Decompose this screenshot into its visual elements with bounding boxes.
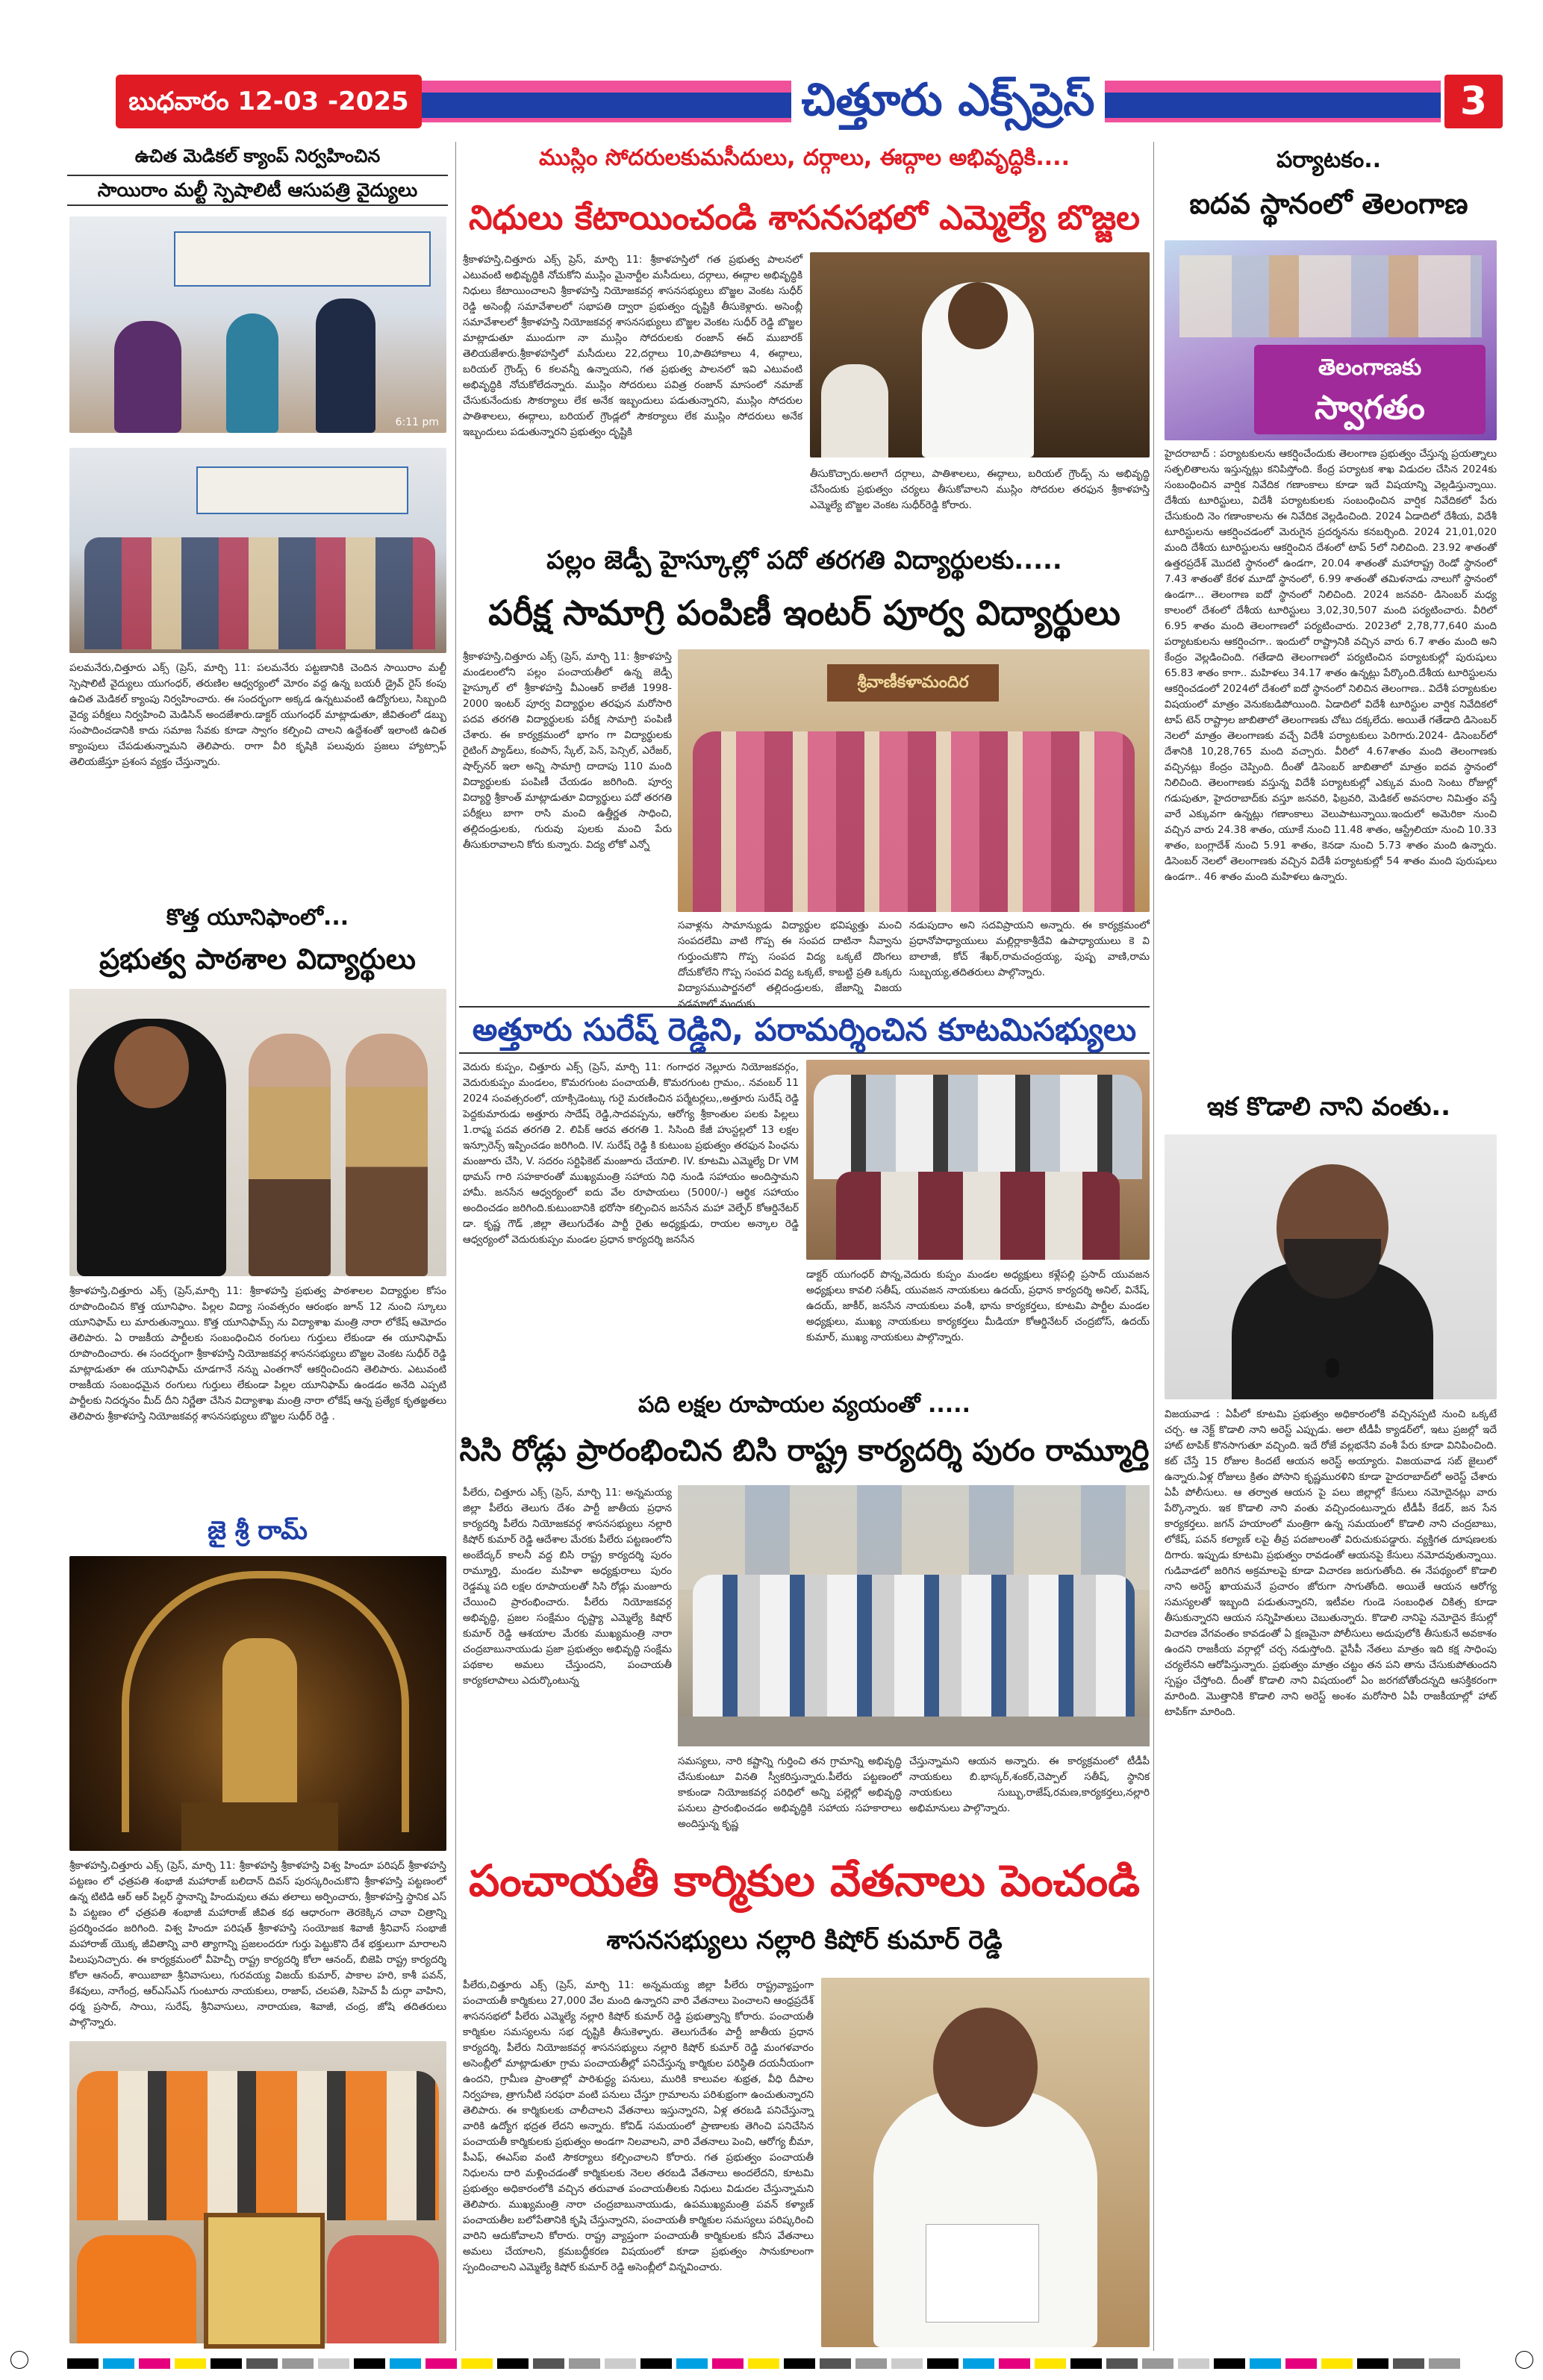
reg-color-bar — [497, 2358, 529, 2369]
date-box: బుధవారం 12-03 -2025 — [116, 75, 422, 128]
tourism-photo — [1165, 240, 1497, 440]
seated-family — [836, 1172, 1120, 1260]
reg-color-bar — [1214, 2358, 1245, 2369]
reg-bar-row — [67, 2358, 1478, 2369]
bojjala-photo — [810, 252, 1150, 457]
reg-color-bar — [855, 2358, 887, 2369]
person-standing — [316, 299, 375, 433]
crowd — [693, 1575, 1135, 1724]
masthead-blue-bar-left — [422, 93, 799, 118]
uniform-body: శ్రీకాళహస్తి,చిత్తూరు ఎక్స్ (ప్రెస్,మార్చి 11: శ్రీకాళహస్తి ప్రభుత్వ పాఠశాలల విద్యార్థుల కోసం రూపొందించిన కొత్త యూనిఫాం. పిల్లల విద్యా సంవత్సరం ఆరంభం జూన్ 12 నుంచి స్కూలు యూనిఫామ్ లు మారుతున్నాయి. కొత్త యూనిఫామ్స్ ను విద్యాశాఖ మంత్రి నారా లోకేష్ ఆమోదం తెలిపారు. ఏ రాజకీయ పార్టీలకు సంబంధించిన రంగులు గుర్తులు లేకుండా ఈ యూనిఫామ్ రూపొందించారు. ఈ సందర్భంగా శ్రీకాళహస్తి నియోజకవర్గ శాసనసభ్యులు బొజ్జల వెంకట సుధీర్ రెడ్డి మాట్లాడుతూ ఈ యూనిఫామ్ చూడగానే నన్ను ఎంతగానో ఆకర్షించిందని తెలిపారు. ఎటువంటి రాజకీయ సంబంధమైన రంగులు గుర్తులు లేకుండా పిల్లల యూనిఫామ్ ఉండడం అనేది ఎప్పటి పార్టీలకు నిదర్శనం మీద్ దీని నిర్ణేతా చేసిన విద్యాశాఖ మంత్రి నారా లోకేష్ ఆన్న ప్రత్యేక కృతజ్ఞతలు తెలిపారు శ్రీకాళహస్తి నియోజకవర్గ శాసనసభ్యులు బొజ్జల సుధీర్ రెడ్డి . — [69, 1285, 446, 1422]
panchayat-headline: పంచాయతీ కార్మికుల వేతనాలు పెంచండి — [468, 1855, 1141, 1906]
registration-marks — [0, 2351, 1543, 2380]
kishore-face — [933, 2008, 1038, 2127]
reg-color-bar — [390, 2358, 421, 2369]
reg-color-bar — [1429, 2358, 1460, 2369]
visitors-row — [814, 1075, 1142, 1179]
reg-color-bar — [1106, 2358, 1138, 2369]
column-rule-1 — [455, 142, 456, 2351]
exam-headline: పరీక్ష సామాగ్రి పంపిణీ ఇంటర్ పూర్వ విద్యార్థులు — [488, 593, 1120, 633]
framed-portrait — [204, 2213, 325, 2349]
welcome-text-1: తెలంగాణకు — [1318, 354, 1422, 381]
statue-photo — [69, 1556, 446, 1851]
attur-headline: అత్తూరు సురేష్ రెడ్డిని, పరామర్శించిన కూటమిసభ్యులు — [459, 1006, 1150, 1054]
seated-group — [77, 2235, 196, 2343]
panchayat-body: పీలేరు,చిత్తూరు ఎక్స్ (ప్రెస్, మార్చి 11: అన్నమయ్య జిల్లా పీలేరు రాష్ట్రవ్యాప్తంగా పంచాయతీ కార్మికులు 27,000 వేల మంది ఉన్నారని వారి వేతనాలు పెంచాలని ఆంధ్రప్రదేశ్ శాసనసభలో పీలేరు ఎమ్మెల్యే నల్లారి కిషోర్ కుమార్ రెడ్డి ప్రభుత్వాన్ని కోరారు. పంచాయతీ కార్మికుల సమస్యలను సభ దృష్టికి తీసుకెళ్ళారు. తెలుగుదేశం పార్టీ జాతీయ ప్రధాన కార్యదర్శి, పీలేరు నియోజకవర్గ శాసనసభ్యులు నల్లారి కిషోర్ కుమార్ రెడ్డి మంగళవారం అసెంబ్లీలో మాట్లాడుతూ గ్రామ పంచాయతీల్లో పనిచేస్తున్న కార్మికుల పరిస్థితి దయనీయంగా ఉందని, గ్రామీణ ప్రాంతాల్లో పారిశుద్ధ్య పనులు, మురికి కాలువల శుభ్రత, వీధి దీపాల నిర్వహణ, త్రాగునీటి సరఫరా వంటి పనులు చేస్తూ గ్రామాలను పరిశుభ్రంగా ఉంచుతున్నారని తెలిపారు. ఈ కార్మికులకు చాలీచాలని వేతనాలు ఇస్తున్నారని, ఏళ్ల తరబడి పనిచేస్తున్నా వారికి ఉద్యోగ భద్రత లేదని అన్నారు. కోవిడ్ సమయంలో ప్రాణాలకు తెగించి పనిచేసిన పంచాయతీ కార్మికులకు ప్రభుత్వం అండగా నిలవాలని, వారి వేతనాలు పెంచి, ఆరోగ్య బీమా, పీఎఫ్, ఈఎస్ఐ వంటి సౌకర్యాలు కల్పించాలని కోరారు. గత ప్రభుత్వం పంచాయతీ నిధులను దారి మళ్లించడంతో కార్మికులకు నెలల తరబడి వేతనాలు అందలేదని, కూటమి ప్రభుత్వం అధికారంలోకి వచ్చిన తరువాత పంచాయతీలకు నిధులు విడుదల చేస్తున్నామని తెలిపారు. ముఖ్యమంత్రి నారా చంద్రబాబునాయుడు, ఉపముఖ్యమంత్రి పవన్ కళ్యాణ్ పంచాయతీల బలోపేతానికి కృషి చేస్తున్నారని, పంచాయతీ కార్మికుల సమస్యలు పరిష్కరించి వారిని ఆదుకోవాలని కోరారు. రాష్ట్ర వ్యాప్తంగా పంచాయతీ కార్మికులకు కనీస వేతనాలు అమలు చేయాలని, క్రమబద్ధీకరణ విషయంలో కూడా ప్రభుత్వం సానుకూలంగా స్పందించాలని ఎమ్మెల్యే కిషోర్ కుమార్ రెడ్డి అసెంబ్లీలో విన్నవించారు. — [463, 1979, 814, 2273]
reg-color-bar — [246, 2358, 278, 2369]
reg-color-bar — [67, 2358, 99, 2369]
tourism-body: హైదరాబాద్ : పర్యాటకులను ఆకర్షించేందుకు తెలంగాణ ప్రభుత్వం చేస్తున్న ప్రయత్నాలు సత్ఫలితాలను ఇస్తున్నట్లు కనిపిస్తోంది. కేంద్ర పర్యాటక శాఖ విడుదల చేసిన 2024కు సంబంధించిన వార్షిక నివేదిక గణాంకాలు కూడా ఇదే విషయాన్ని వెల్లడిస్తున్నాయి. దేశీయ టూరిస్టులు, విదేశీ పర్యాటకులకు సంబంధించిన వార్షిక నివేదికలో పేరు చేసుకుంది నెం గణాంకాలను ఈ నివేదిక వెల్లడించింది. 2024 ఏడాదిలో దేశీయ, విదేశీ టూరిస్టులను ఆకర్షించడంలో మెరుగైన ప్రదర్శనను కనబర్చింది. 2024 21,01,020 మంది దేశీయ టూరిస్టులను ఆకర్షించిన దేశంలో టాప్‌ 5లో నిలిచింది. 23.92 శాతంతో ఉత్తరప్రదేశ్ మొదటి స్థానంలో ఉండగా, 20.04 శాతంతో మహారాష్ట్ర రెండో స్థానంలో 7.43 శాతంతో కేరళ మూడో స్థానంలో, 6.99 శాతంతో తమిళనాడు నాలుగో స్థానంలో ఉండగా... తెలంగాణ ఐదో స్థానంలో నిలిచింది. 2024 జనవరి- డిసెంబర్ మధ్య కాలంలో దేశంలో దేశీయ టూరిస్టులు 3,02,30,507 మంది పర్యటించారు. వీరిలో 6.95 శాతం మంది తెలంగాణలో పర్యటించారు. 2023లో 2,78,77,640 మంది పర్యాటకులను ఆకర్షించగా.. ఇందులో రాష్ట్రానికి వచ్చిన వారు 6.7 శాతం మంది అని కేంద్రం వెల్లడించింది. గతేడాది తెలంగాణలో పర్యటించిన పర్యాటకుల్లో పురుషులు 65.83 శాతం కాగా.. మహిళలు 34.17 శాతం ఉన్నట్లు పేర్కొంది.దేశీయ టూరిస్టులను ఆకర్షించడంలో 2024లో దేశంలో ఐదో స్థానంలో నిలిచిన తెలంగాణ.. విదేశీ పర్యాటకుల విషయంలో మాత్రం వెనుకబడిపోయింది. ఏడాదిలో విదేశీ టూరిస్టుల వార్షిక నివేదికలో టాప్ టెన్ రాష్ట్రాల జాబితాలో తెలంగాణకు చోటు దక్కలేదు. అయితే గతేడాది డిసెంబర్ నెలలో మాత్రం తెలంగాణకు వచ్చే విదేశీ పర్యాటకులు పెరిగారు.2024- డిసెంబర్‌లో దేశానికి 10,28,765 మంది వచ్చారు. వీరిలో 4.67శాతం మంది తెలంగాణకు వచ్చినట్లు కేంద్రం చెప్పింది. దీంతో డిసెంబర్ జాబితాలో మాత్రం ఐదవ స్థానంలో నిలిచింది. తెలంగాణకు వస్తున్న విదేశీ పర్యాటకుల్లో ఎక్కువ మంది సెంటు రోజుల్లో గడుపుతూ, హైదరాబాద్‌కు వస్తూ జనవరి, ఫిబ్రవరి, మెడికల్ అవసరాల నిమిత్తం వస్తే వారే ఎక్కువగా ఉన్నట్లు గణాంకాలు వెలుపాటున్నాయి.ఇందులో అమెరికా నుంచి వచ్చిన వారు 24.38 శాతం, యూకే నుంచి 11.48 శాతం, ఆస్ట్రేలియా నుంచి 10.33 శాతం, బంగ్లాదేశ్ నుంచి 5.91 శాతం, కెనడా నుంచి 5.73 శాతం మంది ఉన్నారు. డిసెంబర్ నెలలో తెలంగాణకు వచ్చిన విదేశీ పర్యాటకుల్లో 54 శాతం మంది పురుషులు ఉండగా.. 46 శాతం మంది మహిళలు ఉన్నారు. — [1165, 448, 1497, 883]
bojjala-body-1: శ్రీకాళహస్తి,చిత్తూరు ఎక్స్ ప్రెస్, మార్చి 11: శ్రీకాళహస్తిలో గత ప్రభుత్వ పాలనలో ఎటువంటి అభివృద్ధికి నోచుకోని ముస్లిం మైనార్టీల మసీదులు, దర్గాలు, ఈద్గాల అభివృద్ధికి నిధులు కేటాయించాలని శ్రీకాళహస్తి నియోజకవర్గ శాసనసభ్యులు బొజ్జల వెంకట సుధీర్ రెడ్డి అసెంబ్లీ సమావేశాలలో సభాపతి ద్వారా ప్రభుత్వం దృష్టికి తీసుకెళ్లారు. అసెంబ్లీ సమావేశాలలో శ్రీకాళహస్తి నియోజకవర్గ శాసనసభ్యులు బొజ్జల వెంకట సుధీర్ రెడ్డి బొజ్జల మాట్లాడుతూ ముందుగా నా ముస్లిం సోదరులకు రంజాన్ ఈద్ ముబారక్ తెలియజేశారు.శ్రీకాళహస్తిలో మసీదులు 22,దర్గాలు 10,పాతిహాకాలు 4, ఈద్గాలు, బరియల్ గ్రౌండ్స్ 6 కలవన్నీ ఉన్నాయని, గత ప్రభుత్వ పాలనలో ఇవి ఎటువంటి అభివృద్ధికి నోచుకోలేదన్నారు. ముస్లిం సోదరులు పవిత్ర రంజాన్ మాసంలో నమాజ్ చేసుకునేందుకు సౌకర్యాలు లేక అనేక ఇబ్బందులు పడుతున్నారని, ముస్లిం సోదరుల పాతిశాలలు, ఈద్గాలు, బరియల్ గ్రౌండ్లలో సౌకర్యాలు లేక ముస్లిం సోదరులు అనేక ఇబ్బందులు పడుతున్నారని ప్రభుత్వం దృష్టికి — [463, 254, 802, 438]
camp-body: పలమనేరు,చిత్తూరు ఎక్స్ (ప్రెస్, మార్చి 11: పలమనేరు పట్టణానికి చెందిన సాయిరాం మల్టీ స్పెషాలిటీ వైద్యులు యుగంధర్, తరుణిల ఆధ్వర్యంలో మోరం వద్ద ఉన్న బయరీ డ్రైవ్ రైస్ కంపు ఉచిత మెడికల్ క్యాంపు నిర్వహించారు. ఈ సందర్భంగా అక్కడ ఉన్నటువంటి ఉద్యోగులు, సిబ్బంది వైద్య పరీక్షలు నిర్వహించి మెడిసిన్ అందజేశారు.డాక్టర్ యుగంధర్ మాట్లాడుతూ, జీవితంలో డబ్బు సంపాదించడానికి కాదు సమాజ సేవకు కూడా స్వాగం కల్పించి చాలని ఉద్దేశంతో ఇలాంటి ఉచిత క్యాంపులు చేపడుతున్నామని తెలిపారు. రాగా వీరి కృషికి పలువురు ప్రజలు హ్యాట్సాఫ్ తెలియజేస్తూ ప్రశంస వ్యక్తం చేస్తున్నారు. — [69, 662, 446, 768]
reg-color-bar — [461, 2358, 493, 2369]
reg-color-bar — [748, 2358, 779, 2369]
papers — [926, 2224, 1039, 2323]
reg-color-bar — [712, 2358, 744, 2369]
seated-group-2 — [327, 2235, 439, 2343]
reg-cross-left — [10, 2351, 28, 2369]
person-seated — [114, 321, 181, 433]
attur-body-2: డాక్టర్ యుగంధర్ పొన్న,వెదురు కుప్పం మండల అధ్యక్షులు కళ్లేపల్లి ప్రసాద్ యువజన అధ్యక్షులు కావలి సతీష్, యువజన నాయకులు ఉదయ్, ప్రధాన కార్యదర్శి అనిల్, వినేష్, ఉదయ్, జాకీర్, జనసేన నాయకులు వంశీ, భాను కార్యకర్తలు, కూటమి పార్టీల మండల అధ్యక్షులు, ముఖ్య నాయకులు కార్యకర్తలు మీడియా కోఆర్డినేటర్ చంద్రబోస్, ఉదయ్ కుమార్, ముఖ్య నాయకులు పాల్గొన్నారు. — [806, 1269, 1150, 1343]
group-people — [77, 2071, 439, 2220]
students-row — [693, 731, 1135, 912]
reg-color-bar — [282, 2358, 314, 2369]
statue — [222, 1638, 297, 1810]
nani-headline: ఇక కొడాలి నాని వంతు.. — [1206, 1092, 1451, 1122]
reg-color-bar — [533, 2358, 564, 2369]
reg-color-bar — [1178, 2358, 1209, 2369]
reg-color-bar — [1321, 2358, 1353, 2369]
ram-body: శ్రీకాళహస్తి,చిత్తూరు ఎక్స్ (ప్రెస్, మార్చి 11: శ్రీకాళహస్తి శ్రీకాళహస్తి విశ్వ హిందూ పరిషద్ శ్రీకాళహస్తి పట్టణం లో ఛత్రపతి శంభాజీ మహారాజ్ బలిదాన్ దివస్ పురస్కరించుకొని శ్రీకాళహస్తి పట్టణంలో ఉన్న టిటిడి ఆర్ ఆర్ పిల్లర్ స్థానాన్ని హిందువులు తమ తలాలు అర్పించారు, శ్రీకాళహస్తి స్థానిక ఎస్ పి పట్టణం లో ఛత్రపతి శంభాజీ మహారాజ్ జీవిత కథ ఆధారంగా తెరకెక్కిన చావా చిత్రాన్ని ప్రదర్శించడం జరిగింది. విశ్వ హిందూ పరిషత్ శ్రీకాళహస్తి సంయోజక శివాజీ శ్రీనివాస్ సంభాజీ మహారాజ్ యొక్క జీవితాన్ని వారి త్యాగాన్ని ప్రజలందరూ గుర్తు పెట్టుకొని దేశ భక్తులుగా మారాలని పిలుపునిచ్చారు. ఈ కార్యక్రమంలో వీహెచ్పీ రాష్ట్ర కార్యదర్శి కోలా ఆనంద్, బిజెపి రాష్ట్ర కార్యదర్శి కోలా ఆనంద్, శాయిబాబా శ్రీనివాసులు, గురవయ్య విజయ్ కుమార్, పాకాల హరి, కాశీ పవన్, కేశవులు, నాగేంద్ర, ఆర్ఎస్ఎస్ గుంటూరు నాయకులు, రాజాప్, చలపతి, సిహెచ్ పీ దుర్గా వాహిని, ధర్మ ప్రసాద్, సాయి, సురేష్, శ్రీనివాసులు, నారాయణ, శివాజీ, చంద్ర, జోషి తదితరులు పాల్గొన్నారు. — [69, 1860, 446, 2028]
mic — [1326, 1358, 1339, 1378]
collage-buildings — [1179, 255, 1482, 337]
roads-headline: సిసి రోడ్లు ప్రారంభించిన బిసి రాష్ట్ర కార్యదర్శి పురం రామ్మూర్తి — [459, 1434, 1150, 1468]
roads-body-3: చేస్తున్నామని ఆయన అన్నారు. ఈ కార్యక్రమంలో టీడీపీ నాయకులు బి.భాస్కర్,శంకర్,చెప్పాల్ సతీష్, స్థానిక నాయకులు సుబ్బు,రాజేష్,రమణ,కార్యకర్తలు,నల్లారి అభిమానులు పాల్గొన్నారు. — [909, 1755, 1150, 1814]
uniform-headline-2: ప్రభుత్వ పాఠశాల విద్యార్థులు — [99, 943, 416, 975]
bojjala-body-2: తీసుకొచ్చారు.అలాగే దర్గాలు, పాతిశాలలు, ఈద్గాలు, బరియల్ గ్రౌండ్స్ ను అభివృద్ధి చేసేందుకు ప్రభుత్వం చర్యలు తీసుకోవాలని ముస్లిం సోదరుల తరఫున శ్రీకాళహస్తి ఎమ్మెల్యే బొజ్జల వెంకట సుధీర్‌రెడ్డి కోరారు. — [810, 468, 1150, 511]
reg-color-bar — [927, 2358, 958, 2369]
masthead — [0, 0, 1543, 134]
cc-road — [678, 1717, 1150, 1746]
reg-color-bar — [999, 2358, 1030, 2369]
buildings — [678, 1485, 1150, 1590]
reg-color-bar — [211, 2358, 242, 2369]
camp-headline-2: సాయిరాం మల్టీ స్పెషాలిటీ ఆసుపత్రి వైద్యులు — [67, 175, 448, 206]
reg-color-bar — [426, 2358, 457, 2369]
ram-headline: జై శ్రీ రామ్ — [208, 1516, 308, 1546]
other-member — [821, 364, 888, 457]
reg-color-bar — [1142, 2358, 1173, 2369]
banner — [174, 231, 431, 287]
reg-color-bar — [175, 2358, 206, 2369]
roads-photo — [678, 1485, 1150, 1746]
reg-color-bar — [1070, 2358, 1102, 2369]
reg-color-bar — [1250, 2358, 1281, 2369]
reg-color-bar — [676, 2358, 708, 2369]
vhp-group-photo — [69, 2041, 446, 2343]
reg-color-bar — [820, 2358, 851, 2369]
reg-color-bar — [569, 2358, 600, 2369]
roads-body-1: పీలేరు, చిత్తూరు ఎక్స్ (ప్రెస్, మార్చి 11: అన్నమయ్య జిల్లా పీలేరు తెలుగు దేశం పార్టీ జాతీయ ప్రధాన కార్యదర్శి పీలేరు నియోజకవర్గ శాసనసభ్యులు నల్లారి కిషోర్ కుమార్ రెడ్డి ఆదేశాల మేరకు పీలేరు పట్టణంలోని అంబేద్కర్ కాలనీ వద్ద బిసి రాష్ట్ర కార్యదర్శి పురం రామ్మూర్తి, మండల మహిళా అధ్యక్షురాలు పురం రెడ్డమ్మ పది లక్షల రూపాయలతో సిసి రోడ్లు మంజూరు చేయించి ప్రారంభించారు. పీలేరు నియోజకవర్గ అభివృద్ధి, ప్రజల సంక్షేమం దృష్ట్యా ఎమ్మెల్యే కిషోర్ కుమార్ రెడ్డి ఆశయాల మేరకు ముఖ్యమంత్రి నారా చంద్రబాబునాయుడు ప్రజా ప్రభుత్వం అభివృద్ధి సంక్షేమ పథకాల అమలు చేస్తుందని, పంచాయతీ కార్యకలాపాలు ఎదుర్కొంటున్న — [463, 1487, 672, 1687]
panchayat-subhead: శాసనసభ్యులు నల్లారి కిషోర్ కుమార్ రెడ్డి — [606, 1925, 1003, 1955]
reg-color-bar — [354, 2358, 385, 2369]
panchayat-photo — [821, 1978, 1150, 2347]
pedestal — [181, 1802, 338, 1851]
reg-color-bar — [1357, 2358, 1388, 2369]
reg-cross-right — [1515, 2351, 1533, 2369]
reg-color-bar — [605, 2358, 636, 2369]
man-face — [114, 1026, 189, 1108]
column-rule-2 — [1153, 142, 1154, 2351]
exam-body-3: నడుపుదాం అని సదవిప్రాయని అన్నారు. ఈ కార్యక్రమంలో ప్రధానోపాధ్యాయులు మల్లిర్లాకాశ్రీదేవి ఉపాధ్యాయులు కె వి బాలాజీ, కోచ్ శేఖర్,రామచంద్రయ్య, పుష్ప వాణి,రామ సుబ్బయ్య,తదితరులు పాల్గొన్నారు. — [909, 919, 1150, 978]
uniform-photo — [69, 989, 446, 1276]
reg-color-bar — [103, 2358, 134, 2369]
roads-body-2: సమస్యలు, నారి కష్టాన్ని గుర్తించి తన గ్రామాన్ని అభివృద్ధి చేసుకుంటూ వినతి స్వీకరిస్తున్నారు.పీలేరు పట్టణంలో కాకుండా నియోజకవర్గ పరిధిలో అన్ని పల్లెల్లో అభివృద్ధి పనులు ప్రారంభించడం అభివృద్ధికి సహాయ సహకారాలు అందిస్తున్న కృష్ణ — [678, 1755, 902, 1830]
welcome-text-2: స్వాగతం — [1315, 389, 1425, 427]
queue-people — [84, 537, 435, 649]
bojjala-headline: నిధులు కేటాయించండి శాసనసభలో ఎమ్మెల్యే బొజ్జల — [468, 198, 1141, 237]
masthead-blue-bar-right — [1097, 93, 1441, 118]
reg-color-bar — [318, 2358, 349, 2369]
reg-color-bar — [891, 2358, 923, 2369]
reg-color-bar — [640, 2358, 672, 2369]
attur-photo — [806, 1060, 1150, 1260]
mla-face — [948, 282, 1008, 349]
reg-color-bar — [1285, 2358, 1317, 2369]
exam-kicker: పల్లం జెడ్పీ హైస్కూల్లో పదో తరగతి విద్యార్థులకు..... — [546, 546, 1062, 575]
bojjala-kicker: ముస్లిం సోదరులకుమసీదులు, దర్గాలు, ఈద్గాల అభివృద్ధికి.... — [539, 145, 1070, 171]
photo-timestamp: 6:11 pm — [395, 416, 439, 428]
uniform-headline-1: కొత్త యూనిఫాంలో... — [166, 905, 349, 931]
tourism-kicker: పర్యాటకం.. — [1276, 147, 1381, 173]
camp-photo-1 — [69, 216, 446, 433]
page-number-box: 3 — [1444, 75, 1503, 128]
roads-kicker: పది లక్షల రూపాయల వ్యయంతో ..... — [638, 1392, 970, 1418]
person-doctor — [226, 313, 278, 433]
tourism-headline: ఐదవ స్థానంలో తెలంగాణ — [1189, 187, 1468, 220]
reg-color-bar — [784, 2358, 815, 2369]
exam-body-2: సవాళ్లను సామాన్యుడు విద్యార్థుల భవిష్యత్తు మంచి సంపదలేమి వాటి గొప్ప ఈ సంపద దాటినా నీవ్వాను గుర్తుంచుకొని గొప్ప సంపద విద్య ఒక్కటే దొంగలు దోచుకోలేని గొప్ప సంపద విద్య ఒక్కటే, కాబట్టి ప్రతి ఒక్కరు విద్యాసముపార్జనలో తల్లిదండ్రులకు, జేజాన్ని విజయ వడమాలో మందుకు — [678, 919, 902, 1010]
exam-body-1: శ్రీకాళహస్తి,చిత్తూరు ఎక్స్ (ప్రెస్, మార్చి 11: శ్రీకాళహస్తి మండలంలోని పల్లం పంచాయతీలో ఉన్న జెడ్పీ హైస్కూల్ లో శ్రీకాళహస్తి వీఎంఆర్ కాలేజీ 1998-2000 ఇంటర్ పూర్వ విద్యార్థుల తరఫున మరోసారి పదవ తరగతి విద్యార్థులకు పరీక్ష సామాగ్రి పంపిణీ చేశారు. ఈ కార్యక్రమంలో భాగం గా విద్యార్థులకు రైటింగ్ ప్యాడ్‌లు, కంపాస్, స్కేల్, పెన్, పెన్సిల్, ఎరేజర్, షార్ప్‌నర్ ఇలా అన్ని సామాగ్రి దాదాపు 110 మంది విద్యార్థులకు పంపిణీ చేయడం జరిగింది. పూర్వ విద్యార్థి శ్రీకాంత్ మాట్లాడుతూ విద్యార్థులు పదో తరగతి పరీక్షలు బాగా రాసి మంచి ఉత్తీర్ణత సాధించి, తల్లిదండ్రులకు, గురువు పులకు మంచి పేరు తీసుకురావాలని కోరు కున్నారు. విద్య లోకో ఎన్నో — [463, 651, 672, 851]
camp-headline-1: ఉచిత మెడికల్ క్యాంప్ నిర్వహించిన — [134, 146, 381, 166]
nani-body: విజయవాడ : ఏపీలో కూటమి ప్రభుత్వం అధికారంలోకి వచ్చినప్పటి నుంచి ఒక్కటే చర్చ. ఆ నెక్ట్ కొడాలి నాని అరెస్ట్ ఎప్పుడు. అలా టీడీపీ క్యాడర్‌లో, ఇటు ప్రజల్లో ఇదే హాట్ టాపిక్ కొనసాగుతూ వచ్చింది. ఇదే రోజే వల్లభనేని వంశీ పేరు కూడా వినిపించింది. కట్ చేస్తే 15 రోజుల కిందటే ఆయన అరెస్ట్ అయ్యారు. విజయవాడ సబ్ జైలులో ఉన్నారు.ఏళ్ల రోజులు క్రితం పోసాని కృష్ణమురళిని కూడా హైదరాబాద్‌లో అరెస్ట్ చేశారు ఏపీ పోలీసులు. ఆ తర్వాత ఆయన పై పలు జిల్లాల్లో కేసులు నమోదైనట్లు వారు పేర్కొన్నారు. ఇక కొడాలి నాని వంతు వచ్చిందంటున్నారు టీడీపీ కేడర్, జన సేన కార్యకర్తలు. జగన్ హయాంలో మంత్రిగా ఉన్న సమయంలో కొడాలి నాని చంద్రబాబు, లోకేష్, పవన్ కల్యాణ్ లపై తీవ్ర పదజాలంతో విరుచుకుపడ్డారు. వ్యక్తిగత దూషణలకు దిగారు. ఇప్పుడు కూటమి ప్రభుత్వం రావడంతో ఆయనపై కేసులు నమోదవుతున్నాయి. గుడివాడలో జరిగిన అక్రమాలపై కూడా విచారణ జరుగుతోంది. ఈ నేపథ్యంలో కొడాలి నాని అరెస్ట్ ఖాయమనే ప్రచారం జోరుగా సాగుతోంది. అయితే ఆయన ఆరోగ్య సమస్యలతో ఇబ్బంది పడుతున్నారని, ఇటీవల గుండె సంబంధిత చికిత్స కూడా తీసుకున్నారని ఆయన సన్నిహితులు చెబుతున్నారు. కొడాలి నానిపై నమోదైన కేసుల్లో విచారణ వేగవంతం కావడంతో ఏ క్షణమైనా పోలీసులు అదుపులోకి తీసుకునే అవకాశం ఉందని రాజకీయ వర్గాల్లో చర్చ నడుస్తోంది. వైసీపీ నేతలు మాత్రం ఇది కక్ష సాధింపు చర్యలేనని ఆరోపిస్తున్నారు. ప్రభుత్వం మాత్రం చట్టం తన పని తాను చేసుకుపోతుందని స్పష్టం చేస్తోంది. దీంతో కొడాలి నాని విషయంలో ఏం జరగబోతోందన్నది ఆసక్తికరంగా మారింది. మొత్తానికి కొడాలి నాని అరెస్ట్ అంశం మరోసారి ఏపీ రాజకీయాల్లో హాట్ టాపిక్‌గా మారింది. — [1165, 1408, 1497, 1718]
wall-sign — [196, 466, 408, 514]
reg-color-bar — [1035, 2358, 1066, 2369]
nani-photo — [1165, 1134, 1497, 1399]
reg-color-bar — [1393, 2358, 1424, 2369]
camp-photo-2 — [69, 448, 446, 653]
school-banner: శ్రీవాణీకళామందిర — [827, 664, 999, 702]
reg-color-bar — [963, 2358, 994, 2369]
mannequin-girl — [346, 1034, 428, 1276]
exam-photo — [678, 649, 1150, 912]
masthead-title: చిత్తూరు ఎక్స్‌ప్రెస్ — [801, 74, 1095, 126]
attur-body-1: వెదురు కుప్పం, చిత్తూరు ఎక్స్ (ప్రెస్, మార్చి 11: గంగాధర నెల్లూరు నియోజకవర్గం, వెదురుకుప్పం మండలం, కొమరగుంట పంచాయతీ, కొమరగుంట గ్రామం,. నవంబర్ 11 2024 సంవత్సరంలో, యాక్సిడెంట్కు గురై మరణించిన పర్మేటర్లలు,,అత్తూరు సురేష్ రెడ్డి పెద్దకుమారుడు అత్తూరు సాదేష్ రెడ్డి,సాదవప్పను, ఆరోగ్య శ్రీకాంతుల పలకు పిల్లలు 1.రాఫ్మ పదవ తరగతి 2. లిపిక్ ఆరవ తరగతి 1. సిసింది కేజీ హుస్టల్లలో 13 లక్షల ఇన్సూరెన్స్ ఇప్పించడం జరిగింది. IV. సురేష్ రెడ్డి కి కుటుంబ ప్రభుత్వం తరఫున పింఛను మంజూరు చేసి, V. సదరం సర్టిఫికెట్ మంజూరు చేయాలి. IV. కూటమి ఎమ్మెల్యే Dr VM థామస్ గారి సహకారంతో ముఖ్యమంత్రి సహాయ నిధి నుండి సహాయం అందిస్తామని హామీ. జనసేన ఆధ్వర్యంలో ఐదు వేల రూపాయలు (5000/-) ఆర్థిక సహాయం అందించడం జరిగింది.కుటుంబానికి భరోసా కల్పించిన జనసేన మహా వెల్ఫేర్ కోఆర్డినేటర్ డా. కృష్ణ గౌడ్ ,జిల్లా తెలుగుదేశం పార్టీ రైతు అధ్యక్షుడు, రాయల అన్కాల రెడ్డి ఆధ్వర్యంలో వెదురుకుప్పం మండల ప్రధాన కార్యదర్శి జనసేన — [463, 1061, 799, 1246]
reg-color-bar — [139, 2358, 170, 2369]
mannequin-boy — [249, 1034, 331, 1276]
